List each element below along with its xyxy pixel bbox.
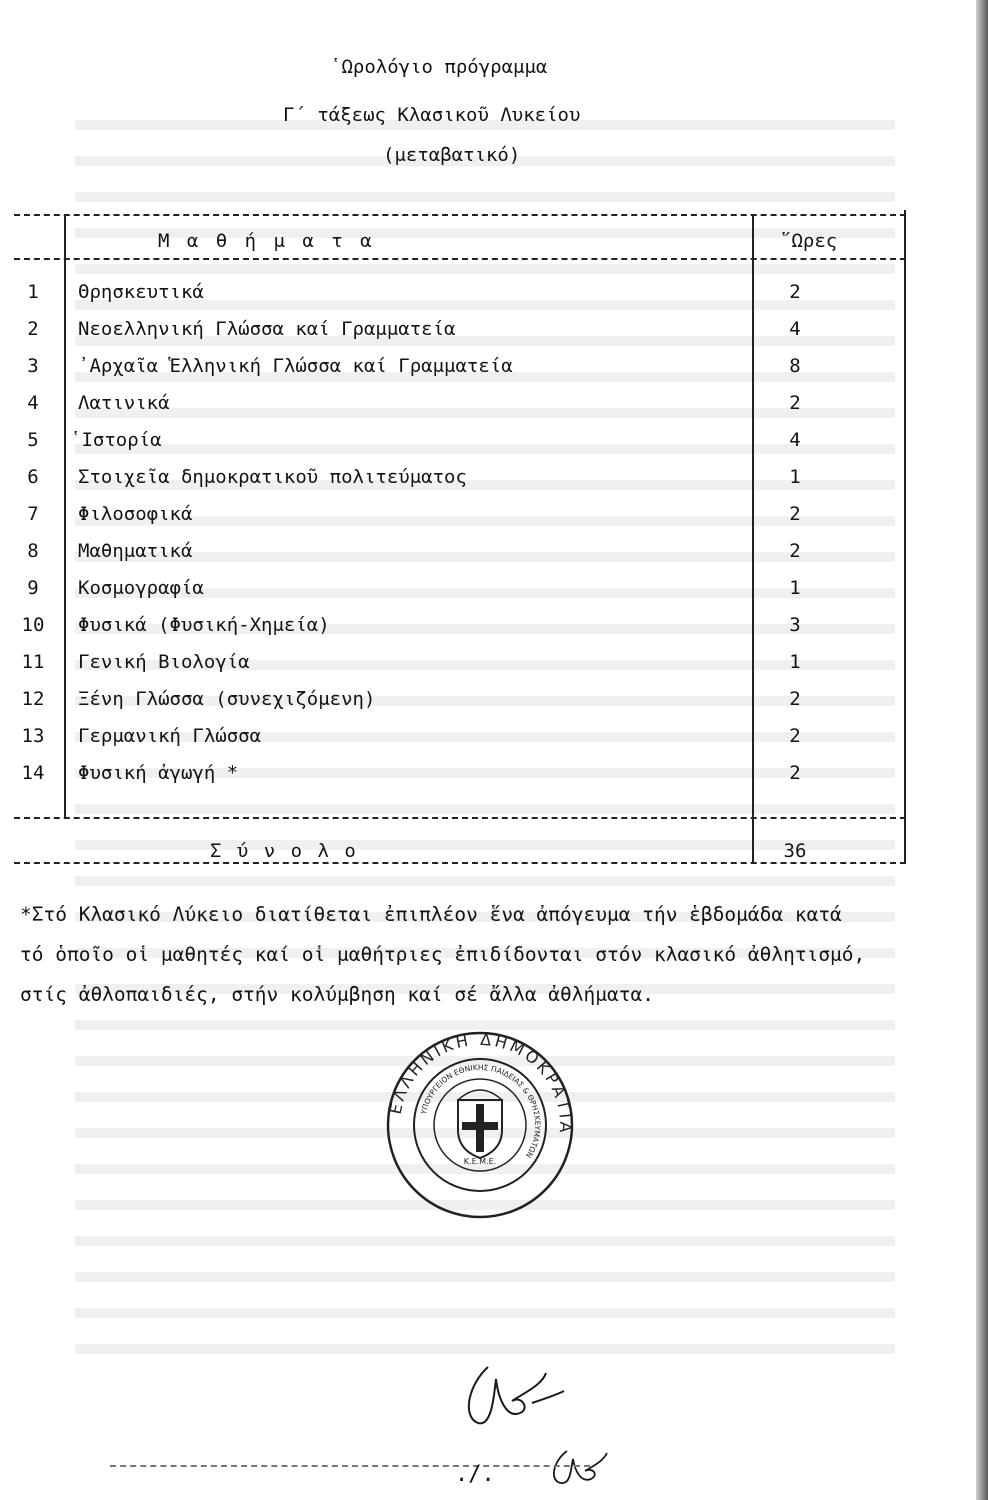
table-bottom-border	[14, 862, 906, 864]
subject-name: Μαθηματικά	[78, 540, 193, 562]
subject-hours: 1	[789, 651, 801, 673]
table-row: 14 Φυσική ἀγωγή * 2	[0, 762, 900, 799]
subject-hours: 1	[789, 577, 801, 599]
subject-name: ῾Ιστορία	[70, 429, 162, 451]
page-continuation-marker: ./.	[455, 1462, 495, 1487]
subject-hours: 2	[789, 688, 801, 710]
subject-name: Φυσική ἀγωγή *	[78, 762, 239, 784]
official-seal-icon	[385, 1030, 575, 1220]
table-row: 12 Ξένη Γλώσσα (συνεχιζόμενη) 2	[0, 688, 900, 725]
seal-outer-text: ΕΛΛΗΝΙΚΗ ΔΗΜΟΚΡΑΤΙΑ	[385, 1030, 575, 1136]
subject-name: Στοιχεῖα δημοκρατικοῦ πολιτεύματος	[78, 466, 467, 488]
subject-hours: 3	[789, 614, 801, 636]
table-row: 13 Γερμανική Γλώσσα 2	[0, 725, 900, 762]
document-subtitle-note: (μεταβατικό)	[383, 144, 521, 166]
table-row: 5 ῾Ιστορία 4	[0, 429, 900, 466]
table-body-border	[14, 817, 906, 819]
subject-name: Γερμανική Γλώσσα	[78, 725, 262, 747]
page-edge	[976, 0, 988, 1500]
table-row: 10 Φυσικά (Φυσική-Χημεία) 3	[0, 614, 900, 651]
document-subtitle: Γ΄ τάξεως Κλασικοῦ Λυκείου	[283, 104, 581, 126]
footnote	[20, 895, 950, 1015]
subject-name: Λατινικά	[78, 392, 170, 414]
subject-name: Κοσμογραφία	[78, 577, 204, 599]
subject-name: ᾽Αρχαῖα Ἑλληνική Γλώσσα καί Γραμματεία	[78, 355, 513, 377]
header-subjects: Μ α θ ή μ α τ α	[158, 230, 375, 252]
subject-name: Ξένη Γλώσσα (συνεχιζόμενη)	[78, 688, 376, 710]
subject-hours: 8	[789, 355, 801, 377]
header-hours: ῞Ωρες	[780, 230, 838, 252]
table-row: 9 Κοσμογραφία 1	[0, 577, 900, 614]
subject-hours: 2	[789, 762, 801, 784]
total-label: Σ ύ ν ο λ ο	[210, 840, 358, 862]
footnote-line: *Στό Κλασικό Λύκειο διατίθεται ἐπιπλέον ἕνα ἀπόγευμα τήν ἑβδομάδα κατά	[20, 903, 842, 926]
subject-hours: 2	[789, 392, 801, 414]
signature-icon	[460, 1355, 570, 1435]
subject-hours: 2	[789, 503, 801, 525]
table-top-border	[14, 214, 906, 216]
table-row: 7 Φιλοσοφικά 2	[0, 503, 900, 540]
table-row: 4 Λατινικά 2	[0, 392, 900, 429]
subject-name: Νεοελληνική Γλώσσα καί Γραμματεία	[78, 318, 456, 340]
table-row: 1 Θρησκευτικά 2	[0, 281, 900, 318]
subject-hours: 2	[789, 540, 801, 562]
subject-hours: 1	[789, 466, 801, 488]
document-title: ῾Ωρολόγιο πρόγραμμα	[330, 56, 548, 78]
subject-hours: 4	[789, 318, 801, 340]
table-row: 6 Στοιχεῖα δημοκρατικοῦ πολιτεύματος 1	[0, 466, 900, 503]
table-row: 11 Γενική Βιολογία 1	[0, 651, 900, 688]
footnote-line: τό ὁποῖο οἱ μαθητές καί οἱ μαθήτριες ἐπιδίδονται στόν κλασικό ἀθλητισμό,	[20, 943, 866, 966]
subject-name: Φιλοσοφικά	[78, 503, 193, 525]
table-header-border	[14, 258, 906, 260]
table-row: 3 ᾽Αρχαῖα Ἑλληνική Γλώσσα καί Γραμματεία 8	[0, 355, 900, 392]
subject-hours: 2	[789, 281, 801, 303]
subject-name: Γενική Βιολογία	[78, 651, 250, 673]
bottom-dashed-line	[110, 1465, 590, 1467]
seal-bottom-text: Κ.Ε.Μ.Ε.	[463, 1157, 497, 1166]
table-row: 8 Μαθηματικά 2	[0, 540, 900, 577]
table-right-border	[904, 210, 906, 864]
subject-name: Θρησκευτικά	[78, 281, 204, 303]
footnote-line: στίς ἀθλοπαιδιές, στήν κολύμβηση καί σέ ἄλλα ἀθλήματα.	[20, 983, 654, 1006]
table-row: 2 Νεοελληνική Γλώσσα καί Γραμματεία 4	[0, 318, 900, 355]
subject-hours: 2	[789, 725, 801, 747]
subject-hours: 4	[789, 429, 801, 451]
seal-inner-text: ΥΠΟΥΡΓΕΙΟΝ ΕΘΝΙΚΗΣ ΠΑΙΔΕΙΑΣ & ΘΡΗΣΚΕΥΜΑΤΩΝ	[419, 1062, 543, 1160]
subject-name: Φυσικά (Φυσική-Χημεία)	[78, 614, 330, 636]
total-hours: 36	[783, 840, 807, 862]
initials-signature-icon	[545, 1445, 615, 1490]
